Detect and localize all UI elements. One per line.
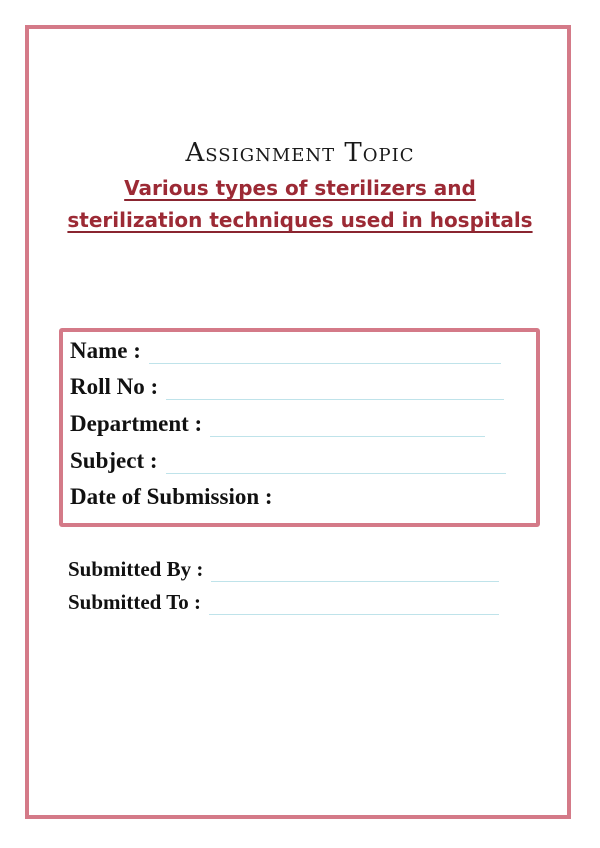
roll-no-row: [70, 374, 504, 400]
date-label: Date of Submission :: [70, 484, 273, 509]
roll-no-label: Roll No :: [70, 374, 159, 399]
name-fill-line[interactable]: [149, 362, 501, 364]
submitted-to-fill-line[interactable]: [209, 613, 499, 615]
date-row: [70, 484, 273, 510]
name-row: [70, 338, 501, 364]
name-label: Name :: [70, 338, 141, 363]
topic-line-2: sterilization techniques used in hospitals: [67, 208, 533, 232]
submitted-by-label: Submitted By :: [68, 557, 204, 581]
department-label: Department :: [70, 411, 203, 436]
roll-no-fill-line[interactable]: [166, 398, 504, 400]
department-fill-line[interactable]: [210, 435, 485, 437]
submitted-to-row: [68, 590, 499, 615]
submitted-by-row: [68, 557, 499, 582]
assignment-heading: Assignment Topic: [185, 138, 415, 168]
subject-label: Subject :: [70, 448, 158, 473]
topic-line-1: Various types of sterilizers and: [124, 176, 476, 200]
department-row: [70, 411, 485, 437]
subject-fill-line[interactable]: [166, 472, 506, 474]
subject-row: [70, 448, 506, 474]
topic-title: [50, 172, 550, 236]
submitted-to-label: Submitted To :: [68, 590, 202, 614]
submitted-by-fill-line[interactable]: [211, 580, 499, 582]
